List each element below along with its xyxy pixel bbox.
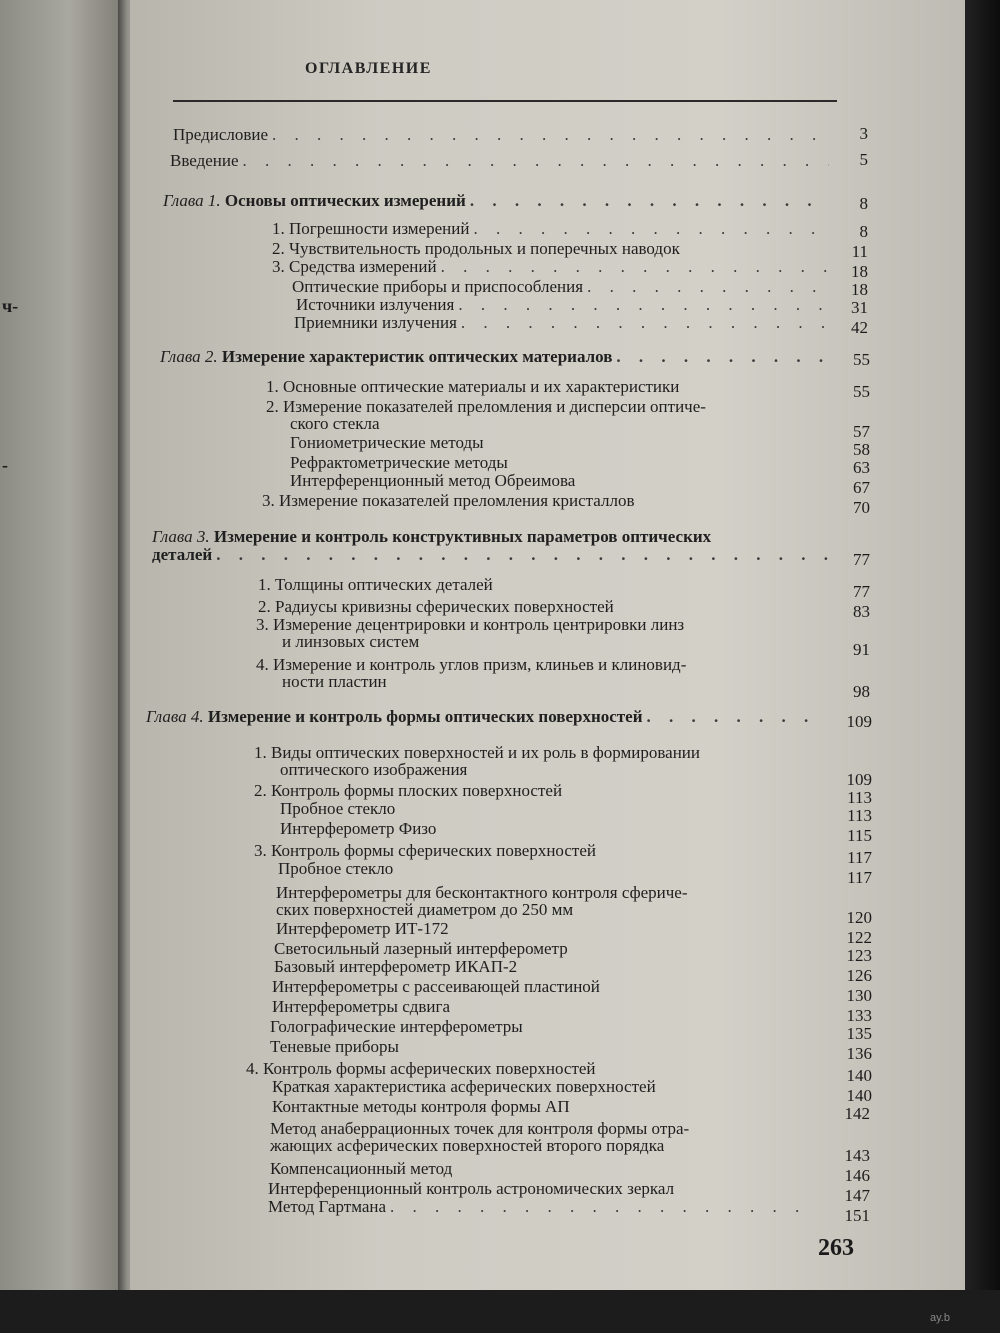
entry-text: Приемники излучения [294, 313, 457, 332]
entry-page: 63 [853, 458, 870, 477]
entry-page: 55 [853, 350, 870, 369]
left-page-text-fragment: ч- [2, 296, 19, 316]
entry-text: 3. Контроль формы сферических поверхностей [254, 841, 596, 860]
entry-text: 3. Средства измерений [272, 257, 437, 276]
toc-entry-introduction [170, 150, 833, 174]
entry-text: Пробное стекло [278, 859, 394, 878]
entry-text: 4. Контроль формы асферических поверхностей [246, 1059, 596, 1078]
entry-text: 2. Измерение показателей преломления и дисперсии оптиче- [266, 397, 706, 416]
leader-dots [647, 706, 814, 728]
entry-text: Источники излучения [296, 295, 455, 314]
entry-page: 55 [853, 382, 870, 401]
entry-text: Интерферометры с рассеивающей пластиной [272, 977, 600, 996]
watermark: ay.b [930, 1312, 950, 1324]
entry-text: 1. Толщины оптических деталей [258, 575, 493, 594]
entry-page: 120 [846, 908, 872, 927]
entry-page: 5 [859, 150, 868, 169]
title-rule [173, 100, 837, 102]
entry-text: Краткая характеристика асферических поверхностей [272, 1077, 656, 1096]
entry-page: 130 [846, 986, 872, 1005]
entry-text: 3. Измерение показателей преломления кристаллов [262, 491, 635, 510]
toc-entry [278, 858, 818, 882]
entry-text: 2. Контроль формы плоских поверхностей [254, 781, 563, 800]
entry-page: 135 [846, 1024, 872, 1043]
entry-continuation: ности пластин [282, 672, 387, 691]
toc-chapter-2 [160, 346, 835, 370]
entry-text: Основы оптических измерений [224, 191, 466, 210]
leader-dots [272, 124, 829, 146]
leader-dots [473, 218, 828, 240]
entry-page: 11 [851, 242, 868, 261]
entry-text: Компенсационный метод [270, 1159, 453, 1178]
toc-entry [294, 312, 832, 336]
entry-text: Введение [170, 151, 239, 170]
entry-page: 83 [853, 602, 870, 621]
entry-page: 113 [847, 806, 872, 825]
entry-continuation: ских поверхностей диаметром до 250 мм [276, 900, 574, 919]
entry-text: Измерение характеристик оптических материалов [221, 347, 613, 366]
entry-page: 18 [851, 280, 868, 299]
toc-entry-preface [173, 124, 833, 148]
entry-page: 126 [846, 966, 872, 985]
entry-text: Измерение и контроль конструктивных параметров оптических [213, 527, 712, 546]
entry-continuation: и линзовых систем [282, 632, 420, 651]
entry-text: Рефрактометрические методы [290, 453, 508, 472]
entry-page: 140 [846, 1066, 872, 1085]
leader-dots [216, 544, 830, 566]
leader-dots [461, 312, 828, 334]
book-cover-edge [965, 0, 1000, 1333]
page-title: ОГЛАВЛЕНИЕ [305, 60, 432, 77]
entry-text: Гониометрические методы [290, 433, 484, 452]
entry-text: Интерферометр ИТ-172 [276, 919, 449, 938]
entry-text: Интерферометры сдвига [272, 997, 451, 1016]
entry-page: 115 [847, 826, 872, 845]
chapter-label: Глава 3. [152, 527, 210, 546]
bottom-shadow [0, 1290, 1000, 1333]
entry-text: Теневые приборы [270, 1037, 399, 1056]
entry-page: 91 [853, 640, 870, 659]
toc-entry [280, 818, 820, 842]
entry-text: 3. Измерение децентрировки и контроль центрировки линз [256, 615, 685, 634]
entry-continuation: ского стекла [290, 414, 380, 433]
entry-text: Интерференционный контроль астрономических зеркал [268, 1179, 675, 1198]
entry-page: 8 [859, 222, 868, 241]
toc-entry [258, 574, 828, 598]
entry-page: 147 [844, 1186, 870, 1205]
entry-page: 142 [844, 1104, 870, 1123]
entry-continuation: оптического изображения [280, 760, 468, 779]
entry-page: 67 [853, 478, 870, 497]
entry-page: 57 [853, 422, 870, 441]
toc-entry [270, 1036, 810, 1060]
entry-page: 140 [846, 1086, 872, 1105]
entry-page: 3 [859, 124, 868, 143]
entry-page: 133 [846, 1006, 872, 1025]
entry-text: 1. Виды оптических поверхностей и их роль в формировании [254, 743, 701, 762]
left-page-text-fragment: - [2, 455, 8, 475]
entry-text: Базовый интерферометр ИКАП-2 [274, 957, 518, 976]
entry-page: 117 [847, 868, 872, 887]
entry-text: Интерферометры для бесконтактного контроля сфериче- [276, 883, 688, 902]
entry-text: 1. Основные оптические материалы и их характеристики [266, 377, 680, 396]
leader-dots [441, 256, 828, 278]
entry-text: Предисловие [173, 125, 269, 144]
toc-entry [262, 490, 830, 514]
entry-page: 136 [846, 1044, 872, 1063]
leader-dots [616, 346, 831, 368]
entry-continuation: жающих асферических поверхностей второго порядка [270, 1136, 665, 1155]
entry-text: Светосильный лазерный интерферометр [274, 939, 568, 958]
entry-page: 122 [846, 928, 872, 947]
entry-page: 31 [851, 298, 868, 317]
entry-page: 98 [853, 682, 870, 701]
entry-page: 123 [846, 946, 872, 965]
entry-page: 143 [844, 1146, 870, 1165]
entry-text: 2. Чувствительность продольных и поперечных наводок [272, 239, 680, 258]
entry-page: 151 [844, 1206, 870, 1225]
leader-dots [243, 150, 829, 172]
entry-page: 77 [853, 582, 870, 601]
toc-entry [272, 1096, 812, 1120]
entry-text: Интерференционный метод Обреимова [290, 471, 576, 490]
toc-entry [268, 1196, 814, 1220]
entry-text: 2. Радиусы кривизны сферических поверхностей [258, 597, 614, 616]
entry-page: 146 [844, 1166, 870, 1185]
entry-page: 109 [846, 712, 872, 731]
chapter-label: Глава 1. [163, 191, 221, 210]
entry-page: 113 [847, 788, 872, 807]
chapter-label: Глава 2. [160, 347, 218, 366]
entry-text: Голографические интерферометры [270, 1017, 523, 1036]
entry-continuation: деталей [152, 545, 213, 564]
entry-page: 42 [851, 318, 868, 337]
entry-text: Оптические приборы и приспособления [292, 277, 584, 296]
entry-text: Измерение и контроль формы оптических поверхностей [207, 707, 643, 726]
entry-page: 18 [851, 262, 868, 281]
entry-page: 117 [847, 848, 872, 867]
leader-dots [390, 1196, 810, 1218]
entry-page: 58 [853, 440, 870, 459]
entry-text: Метод анаберрационных точек для контроля формы отра- [270, 1119, 690, 1138]
entry-text: 4. Измерение и контроль углов призм, клиньев и клиновид- [256, 655, 687, 674]
entry-text: Пробное стекло [280, 799, 396, 818]
chapter-label: Глава 4. [146, 707, 204, 726]
toc-chapter-3-continuation [152, 544, 834, 568]
entry-text: Метод Гартмана [268, 1197, 387, 1216]
entry-page: 109 [846, 770, 872, 789]
entry-text: Интерферометр Физо [280, 819, 437, 838]
entry-page: 70 [853, 498, 870, 517]
leader-dots [470, 190, 829, 212]
entry-text: 1. Погрешности измерений [272, 219, 470, 238]
entry-page: 8 [859, 194, 868, 213]
left-page-edge [0, 0, 125, 1333]
toc-chapter-4 [146, 706, 818, 730]
toc-chapter-1 [163, 190, 833, 214]
entry-page: 77 [853, 550, 870, 569]
entry-text: Контактные методы контроля формы АП [272, 1097, 570, 1116]
page-number: 263 [818, 1235, 854, 1261]
